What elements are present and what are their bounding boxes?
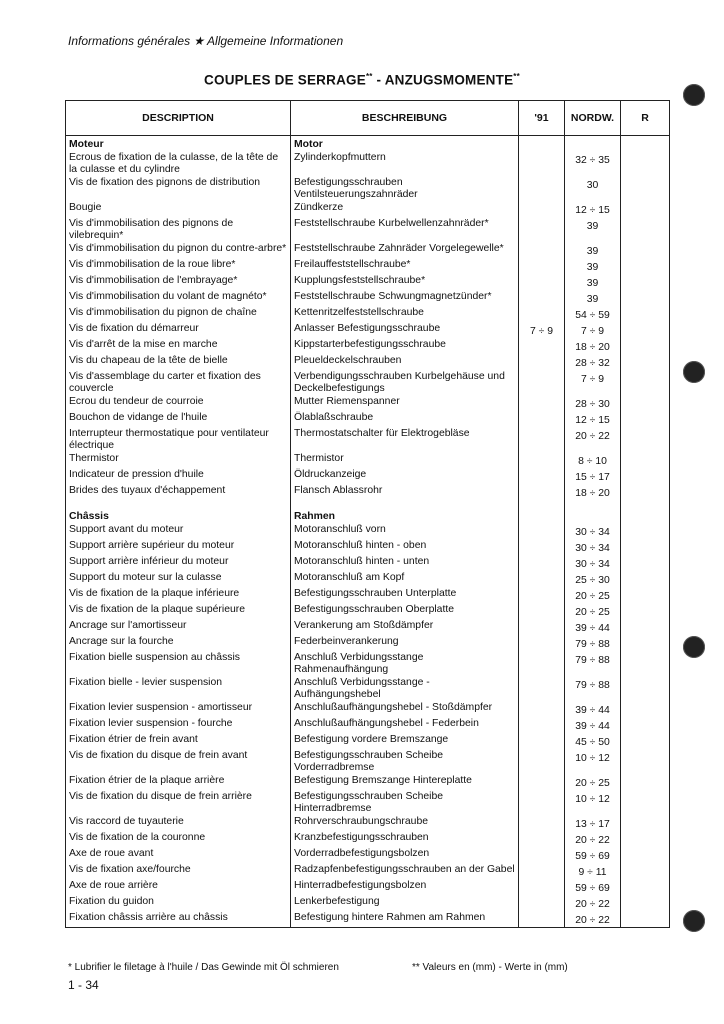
value-nordw: 10 ÷ 12 <box>565 790 621 815</box>
description-de: Kranzbefestigungsschrauben <box>291 831 519 847</box>
table-row <box>66 539 670 555</box>
value-91 <box>519 452 565 468</box>
description-fr: Fixation levier suspension - fourche <box>66 717 291 733</box>
value-nordw: 28 ÷ 30 <box>565 395 621 411</box>
value-r <box>621 242 670 258</box>
value-91 <box>519 354 565 370</box>
value-r <box>621 619 670 635</box>
value-r <box>621 571 670 587</box>
description-fr: Support arrière inférieur du moteur <box>66 555 291 571</box>
value-nordw: 15 ÷ 17 <box>565 468 621 484</box>
value-nordw: 39 <box>565 217 621 242</box>
table-row <box>66 452 670 468</box>
description-de: Anschlußaufhängungshebel - Stoßdämpfer <box>291 701 519 717</box>
table-row <box>66 701 670 717</box>
table-row <box>66 911 670 928</box>
description-fr: Support du moteur sur la culasse <box>66 571 291 587</box>
table-row <box>66 749 670 774</box>
value-nordw: 20 ÷ 22 <box>565 911 621 928</box>
description-fr: Vis d'immobilisation de la roue libre* <box>66 258 291 274</box>
table-row <box>66 815 670 831</box>
description-fr: Bougie <box>66 201 291 217</box>
value-r <box>621 484 670 500</box>
value-r <box>621 290 670 306</box>
description-fr: Vis d'immobilisation du pignon du contre-arbre* <box>66 242 291 258</box>
value-r <box>621 879 670 895</box>
description-fr: Axe de roue avant <box>66 847 291 863</box>
description-fr: Vis de fixation du disque de frein arrière <box>66 790 291 815</box>
value-91 <box>519 676 565 701</box>
value-r <box>621 911 670 928</box>
value-91 <box>519 555 565 571</box>
description-fr: Vis d'assemblage du carter et fixation des couvercle <box>66 370 291 395</box>
table-row <box>66 338 670 354</box>
value-nordw: 20 ÷ 22 <box>565 831 621 847</box>
description-de: Freilauffeststellschraube* <box>291 258 519 274</box>
title-mark-2: ** <box>513 72 520 81</box>
description-fr: Vis de fixation de la plaque supérieure <box>66 603 291 619</box>
value-r <box>621 749 670 774</box>
value-r <box>621 258 670 274</box>
value-r <box>621 274 670 290</box>
table-row <box>66 717 670 733</box>
table-row <box>66 468 670 484</box>
table-row <box>66 555 670 571</box>
section-frame-de: Rahmen <box>291 510 519 523</box>
table-row <box>66 484 670 500</box>
table-row <box>66 879 670 895</box>
description-de: Zylinderkopfmuttern <box>291 151 519 176</box>
value-91 <box>519 411 565 427</box>
value-nordw: 32 ÷ 35 <box>565 151 621 176</box>
title-fr: COUPLES DE SERRAGE <box>204 72 366 88</box>
table-row <box>66 847 670 863</box>
description-fr: Vis d'immobilisation de l'embrayage* <box>66 274 291 290</box>
value-r <box>621 717 670 733</box>
value-91 <box>519 274 565 290</box>
description-de: Flansch Ablassrohr <box>291 484 519 500</box>
description-fr: Vis d'immobilisation des pignons de vilebrequin* <box>66 217 291 242</box>
value-r <box>621 395 670 411</box>
description-fr: Ancrage sur l'amortisseur <box>66 619 291 635</box>
description-de: Thermostatschalter für Elektrogebläse <box>291 427 519 452</box>
value-nordw: 59 ÷ 69 <box>565 847 621 863</box>
table-body <box>66 136 670 928</box>
value-91 <box>519 895 565 911</box>
description-fr: Vis de fixation axe/fourche <box>66 863 291 879</box>
table-row <box>66 587 670 603</box>
value-r <box>621 895 670 911</box>
value-nordw: 39 <box>565 242 621 258</box>
description-fr: Fixation bielle suspension au châssis <box>66 651 291 676</box>
table-row <box>66 354 670 370</box>
description-de: Befestigungsschrauben Scheibe Vorderradbremse <box>291 749 519 774</box>
value-r <box>621 790 670 815</box>
description-de: Öldruckanzeige <box>291 468 519 484</box>
value-91 <box>519 603 565 619</box>
value-r <box>621 523 670 539</box>
value-91 <box>519 863 565 879</box>
col-description: DESCRIPTION <box>66 101 291 136</box>
value-r <box>621 452 670 468</box>
description-de: Befestigungsschrauben Unterplatte <box>291 587 519 603</box>
value-91 <box>519 717 565 733</box>
value-nordw: 18 ÷ 20 <box>565 484 621 500</box>
table-row <box>66 733 670 749</box>
value-91 <box>519 242 565 258</box>
table-row <box>66 571 670 587</box>
description-fr: Vis de fixation des pignons de distribution <box>66 176 291 201</box>
description-fr: Vis de fixation de la couronne <box>66 831 291 847</box>
value-r <box>621 555 670 571</box>
description-fr: Fixation châssis arrière au châssis <box>66 911 291 928</box>
description-de: Befestigung Bremszange Hintereplatte <box>291 774 519 790</box>
description-de: Feststellschraube Zahnräder Vorgelegewelle* <box>291 242 519 258</box>
value-r <box>621 603 670 619</box>
running-header: Informations générales ★ Allgemeine Informationen <box>68 34 344 48</box>
value-r <box>621 322 670 338</box>
table-row <box>66 427 670 452</box>
description-fr: Vis du chapeau de la tête de bielle <box>66 354 291 370</box>
description-de: Verankerung am Stoßdämpfer <box>291 619 519 635</box>
description-de: Anschluß Verbidungsstange - Aufhängungshebel <box>291 676 519 701</box>
section-engine-fr: Moteur <box>66 138 291 151</box>
value-91 <box>519 635 565 651</box>
table-row <box>66 176 670 201</box>
value-91 <box>519 395 565 411</box>
value-91 <box>519 217 565 242</box>
table-row <box>66 274 670 290</box>
value-r <box>621 815 670 831</box>
page-number: 1 - 34 <box>68 978 99 992</box>
description-fr: Support avant du moteur <box>66 523 291 539</box>
col-nordw: NORDW. <box>565 101 621 136</box>
description-de: Befestigungsschrauben Scheibe Hinterradbremse <box>291 790 519 815</box>
value-r <box>621 201 670 217</box>
section-gap <box>66 500 670 510</box>
value-nordw: 12 ÷ 15 <box>565 201 621 217</box>
section-frame-fr: Châssis <box>66 510 291 523</box>
value-91 <box>519 338 565 354</box>
description-de: Befestigungsschrauben Ventilsteuerungszahnräder <box>291 176 519 201</box>
value-91 <box>519 651 565 676</box>
value-91 <box>519 619 565 635</box>
table-row <box>66 290 670 306</box>
value-nordw: 12 ÷ 15 <box>565 411 621 427</box>
table-row <box>66 603 670 619</box>
value-nordw: 20 ÷ 22 <box>565 427 621 452</box>
value-91 <box>519 749 565 774</box>
value-r <box>621 831 670 847</box>
value-91 <box>519 847 565 863</box>
description-fr: Vis de fixation du démarreur <box>66 322 291 338</box>
table-row <box>66 370 670 395</box>
description-de: Anschluß Verbidungsstange Rahmenaufhängung <box>291 651 519 676</box>
value-91 <box>519 911 565 928</box>
value-r <box>621 635 670 651</box>
value-91 <box>519 587 565 603</box>
value-91 <box>519 427 565 452</box>
table-row <box>66 411 670 427</box>
binder-hole <box>683 636 705 658</box>
col-beschreibung: BESCHREIBUNG <box>291 101 519 136</box>
description-de: Motoranschluß hinten - unten <box>291 555 519 571</box>
value-nordw: 28 ÷ 32 <box>565 354 621 370</box>
value-nordw: 59 ÷ 69 <box>565 879 621 895</box>
description-fr: Thermistor <box>66 452 291 468</box>
description-fr: Interrupteur thermostatique pour ventilateur électrique <box>66 427 291 452</box>
value-r <box>621 151 670 176</box>
description-fr: Vis d'immobilisation du pignon de chaîne <box>66 306 291 322</box>
title-mark-1: ** <box>365 72 373 81</box>
value-nordw: 20 ÷ 25 <box>565 774 621 790</box>
section-row-engine <box>66 138 670 151</box>
description-fr: Bouchon de vidange de l'huile <box>66 411 291 427</box>
value-r <box>621 863 670 879</box>
description-fr: Ecrous de fixation de la culasse, de la tête de la culasse et du cylindre <box>66 151 291 176</box>
value-nordw: 54 ÷ 59 <box>565 306 621 322</box>
description-fr: Fixation étrier de la plaque arrière <box>66 774 291 790</box>
description-fr: Brides des tuyaux d'échappement <box>66 484 291 500</box>
description-fr: Ecrou du tendeur de courroie <box>66 395 291 411</box>
value-r <box>621 411 670 427</box>
value-nordw: 39 ÷ 44 <box>565 619 621 635</box>
title-de: ANZUGSMOMENTE <box>384 72 514 88</box>
value-r <box>621 539 670 555</box>
description-de: Befestigungsschrauben Oberplatte <box>291 603 519 619</box>
description-fr: Fixation bielle - levier suspension <box>66 676 291 701</box>
value-r <box>621 370 670 395</box>
table-row <box>66 831 670 847</box>
value-91 <box>519 258 565 274</box>
value-r <box>621 176 670 201</box>
value-nordw: 39 <box>565 274 621 290</box>
col-r: R <box>621 101 670 136</box>
table-row <box>66 651 670 676</box>
description-fr: Vis d'immobilisation du volant de magnéto* <box>66 290 291 306</box>
description-de: Motoranschluß am Kopf <box>291 571 519 587</box>
value-r <box>621 468 670 484</box>
table-row <box>66 306 670 322</box>
table-row <box>66 635 670 651</box>
description-de: Anlasser Befestigungsschraube <box>291 322 519 338</box>
binder-hole <box>683 84 705 106</box>
value-nordw: 30 ÷ 34 <box>565 555 621 571</box>
description-de: Mutter Riemenspanner <box>291 395 519 411</box>
description-fr: Fixation du guidon <box>66 895 291 911</box>
table-row <box>66 790 670 815</box>
table-row <box>66 523 670 539</box>
table-row <box>66 151 670 176</box>
description-de: Hinterradbefestigungsbolzen <box>291 879 519 895</box>
value-nordw: 10 ÷ 12 <box>565 749 621 774</box>
description-de: Feststellschraube Kurbelwellenzahnräder* <box>291 217 519 242</box>
value-nordw: 20 ÷ 22 <box>565 895 621 911</box>
description-de: Ölablaßschraube <box>291 411 519 427</box>
value-nordw: 39 ÷ 44 <box>565 701 621 717</box>
torque-table <box>65 100 670 928</box>
value-nordw: 30 ÷ 34 <box>565 539 621 555</box>
value-nordw: 30 ÷ 34 <box>565 523 621 539</box>
value-r <box>621 587 670 603</box>
value-nordw: 45 ÷ 50 <box>565 733 621 749</box>
value-nordw: 9 ÷ 11 <box>565 863 621 879</box>
description-de: Pleueldeckelschrauben <box>291 354 519 370</box>
description-fr: Fixation levier suspension - amortisseur <box>66 701 291 717</box>
description-de: Vorderradbefestigungsbolzen <box>291 847 519 863</box>
page-title <box>0 72 724 88</box>
value-91 <box>519 701 565 717</box>
table-row <box>66 242 670 258</box>
description-de: Kettenritzelfeststellschraube <box>291 306 519 322</box>
table-row <box>66 322 670 338</box>
value-r <box>621 733 670 749</box>
value-r <box>621 427 670 452</box>
description-de: Motoranschluß vorn <box>291 523 519 539</box>
description-de: Kippstarterbefestigungsschraube <box>291 338 519 354</box>
description-fr: Vis de fixation du disque de frein avant <box>66 749 291 774</box>
value-91 <box>519 539 565 555</box>
description-fr: Vis d'arrêt de la mise en marche <box>66 338 291 354</box>
value-91 <box>519 831 565 847</box>
value-r <box>621 217 670 242</box>
value-r <box>621 651 670 676</box>
value-nordw: 8 ÷ 10 <box>565 452 621 468</box>
table-row <box>66 395 670 411</box>
value-nordw: 20 ÷ 25 <box>565 587 621 603</box>
description-de: Federbeinverankerung <box>291 635 519 651</box>
col-91: '91 <box>519 101 565 136</box>
description-fr: Ancrage sur la fourche <box>66 635 291 651</box>
value-r <box>621 338 670 354</box>
description-de: Feststellschraube Schwungmagnetzünder* <box>291 290 519 306</box>
section-engine-de: Motor <box>291 138 519 151</box>
description-fr: Indicateur de pression d'huile <box>66 468 291 484</box>
value-nordw: 39 <box>565 258 621 274</box>
value-91 <box>519 815 565 831</box>
value-nordw: 79 ÷ 88 <box>565 651 621 676</box>
table-row <box>66 217 670 242</box>
description-de: Lenkerbefestigung <box>291 895 519 911</box>
value-nordw: 25 ÷ 30 <box>565 571 621 587</box>
value-nordw: 39 <box>565 290 621 306</box>
value-nordw: 7 ÷ 9 <box>565 322 621 338</box>
value-91 <box>519 306 565 322</box>
table-row <box>66 201 670 217</box>
title-separator: - <box>372 72 385 88</box>
value-nordw: 30 <box>565 176 621 201</box>
value-91 <box>519 774 565 790</box>
table-row <box>66 258 670 274</box>
table-row <box>66 895 670 911</box>
value-nordw: 18 ÷ 20 <box>565 338 621 354</box>
footnote-lubricate: * Lubrifier le filetage à l'huile / Das Gewinde mit Öl schmieren <box>68 962 339 973</box>
value-91 <box>519 176 565 201</box>
section-row-frame <box>66 510 670 523</box>
table-row <box>66 619 670 635</box>
binder-hole <box>683 910 705 932</box>
value-nordw: 13 ÷ 17 <box>565 815 621 831</box>
value-nordw: 79 ÷ 88 <box>565 676 621 701</box>
description-de: Anschlußaufhängungshebel - Federbein <box>291 717 519 733</box>
footnote-units: ** Valeurs en (mm) - Werte in (mm) <box>412 962 568 973</box>
value-r <box>621 701 670 717</box>
value-91 <box>519 484 565 500</box>
value-r <box>621 847 670 863</box>
value-r <box>621 354 670 370</box>
table-row <box>66 863 670 879</box>
description-fr: Support arrière supérieur du moteur <box>66 539 291 555</box>
table-row <box>66 774 670 790</box>
description-de: Radzapfenbefestigungsschrauben an der Gabel <box>291 863 519 879</box>
description-de: Verbendigungsschrauben Kurbelgehäuse und Deckelbefestigungs <box>291 370 519 395</box>
value-r <box>621 306 670 322</box>
value-nordw: 79 ÷ 88 <box>565 635 621 651</box>
value-91: 7 ÷ 9 <box>519 322 565 338</box>
description-de: Zündkerze <box>291 201 519 217</box>
value-nordw: 20 ÷ 25 <box>565 603 621 619</box>
value-91 <box>519 370 565 395</box>
value-91 <box>519 733 565 749</box>
value-nordw: 7 ÷ 9 <box>565 370 621 395</box>
value-91 <box>519 151 565 176</box>
value-r <box>621 774 670 790</box>
description-de: Kupplungsfeststellschraube* <box>291 274 519 290</box>
value-91 <box>519 879 565 895</box>
value-91 <box>519 571 565 587</box>
description-fr: Fixation étrier de frein avant <box>66 733 291 749</box>
description-fr: Axe de roue arrière <box>66 879 291 895</box>
description-de: Befestigung vordere Bremszange <box>291 733 519 749</box>
description-de: Rohrverschraubungschraube <box>291 815 519 831</box>
description-fr: Vis raccord de tuyauterie <box>66 815 291 831</box>
value-91 <box>519 290 565 306</box>
value-91 <box>519 468 565 484</box>
description-fr: Vis de fixation de la plaque inférieure <box>66 587 291 603</box>
description-de: Befestigung hintere Rahmen am Rahmen <box>291 911 519 928</box>
value-nordw: 39 ÷ 44 <box>565 717 621 733</box>
table-header-row <box>66 101 670 136</box>
value-91 <box>519 790 565 815</box>
value-91 <box>519 201 565 217</box>
description-de: Thermistor <box>291 452 519 468</box>
table-row <box>66 676 670 701</box>
value-r <box>621 676 670 701</box>
binder-hole <box>683 361 705 383</box>
description-de: Motoranschluß hinten - oben <box>291 539 519 555</box>
value-91 <box>519 523 565 539</box>
